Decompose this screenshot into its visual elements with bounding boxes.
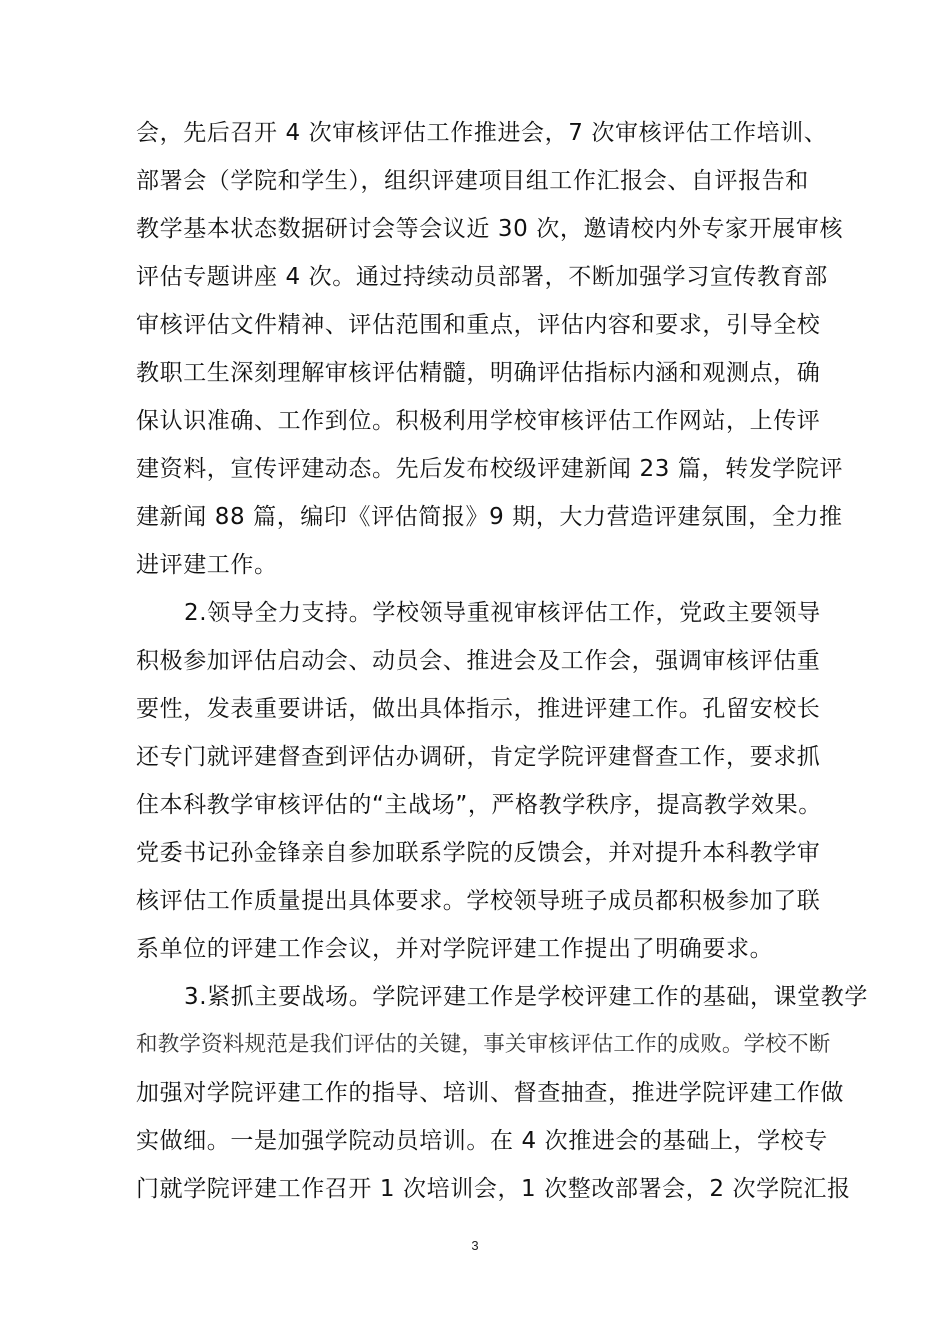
paragraph-1-line-2: 部署会（学院和学生），组织评建项目组工作汇报会、自评报告和: [136, 168, 809, 194]
paragraph-3-line-2: 和教学资料规范是我们评估的关键，事关审核评估工作的成败。学校不断: [136, 1032, 831, 1057]
paragraph-2-line-2: 积极参加评估启动会、动员会、推进会及工作会，强调审核评估重: [136, 648, 821, 674]
paragraph-1-line-8: 建资料，宣传评建动态。先后发布校级评建新闻 23 篇，转发学院评: [136, 456, 844, 482]
paragraph-3-line-3: 加强对学院评建工作的指导、培训、督查抽查，推进学院评建工作做: [136, 1080, 844, 1106]
paragraph-2-line-6: 党委书记孙金锋亲自参加联系学院的反馈会，并对提升本科教学审: [136, 840, 821, 866]
paragraph-1-line-6: 教职工生深刻理解审核评估精髓，明确评估指标内涵和观测点，确: [136, 360, 821, 386]
paragraph-1-line-1: 会，先后召开 4 次审核评估工作推进会，7 次审核评估工作培训、: [136, 120, 828, 146]
paragraph-2-line-3: 要性，发表重要讲话，做出具体指示，推进评建工作。孔留安校长: [136, 696, 821, 722]
paragraph-1-line-7: 保认识准确、工作到位。积极利用学校审核评估工作网站，上传评: [136, 408, 821, 434]
paragraph-1-line-5: 审核评估文件精神、评估范围和重点，评估内容和要求，引导全校: [136, 312, 821, 338]
paragraph-1-line-10: 进评建工作。: [136, 552, 278, 578]
paragraph-3-line-1: 3.紧抓主要战场。学院评建工作是学校评建工作的基础，课堂教学: [184, 984, 868, 1010]
paragraph-1-line-4: 评估专题讲座 4 次。通过持续动员部署，不断加强学习宣传教育部: [136, 264, 828, 290]
paragraph-3-line-5: 门就学院评建工作召开 1 次培训会，1 次整改部署会，2 次学院汇报: [136, 1176, 851, 1202]
paragraph-2-line-5: 住本科教学审核评估的“主战场”，严格教学秩序，提高教学效果。: [136, 792, 822, 818]
paragraph-2-line-1: 2.领导全力支持。学校领导重视审核评估工作，党政主要领导: [184, 600, 821, 626]
paragraph-2-line-4: 还专门就评建督查到评估办调研，肯定学院评建督查工作，要求抓: [136, 744, 821, 770]
paragraph-2-line-8: 系单位的评建工作会议，并对学院评建工作提出了明确要求。: [136, 936, 774, 962]
paragraph-1-line-9: 建新闻 88 篇，编印《评估简报》9 期，大力营造评建氛围，全力推: [136, 504, 843, 530]
paragraph-3-line-4: 实做细。一是加强学院动员培训。在 4 次推进会的基础上，学校专: [136, 1128, 828, 1154]
paragraph-1-line-3: 教学基本状态数据研讨会等会议近 30 次，邀请校内外专家开展审核: [136, 216, 844, 242]
paragraph-2-line-7: 核评估工作质量提出具体要求。学校领导班子成员都积极参加了联: [136, 888, 821, 914]
page-number: 3: [471, 1238, 479, 1253]
